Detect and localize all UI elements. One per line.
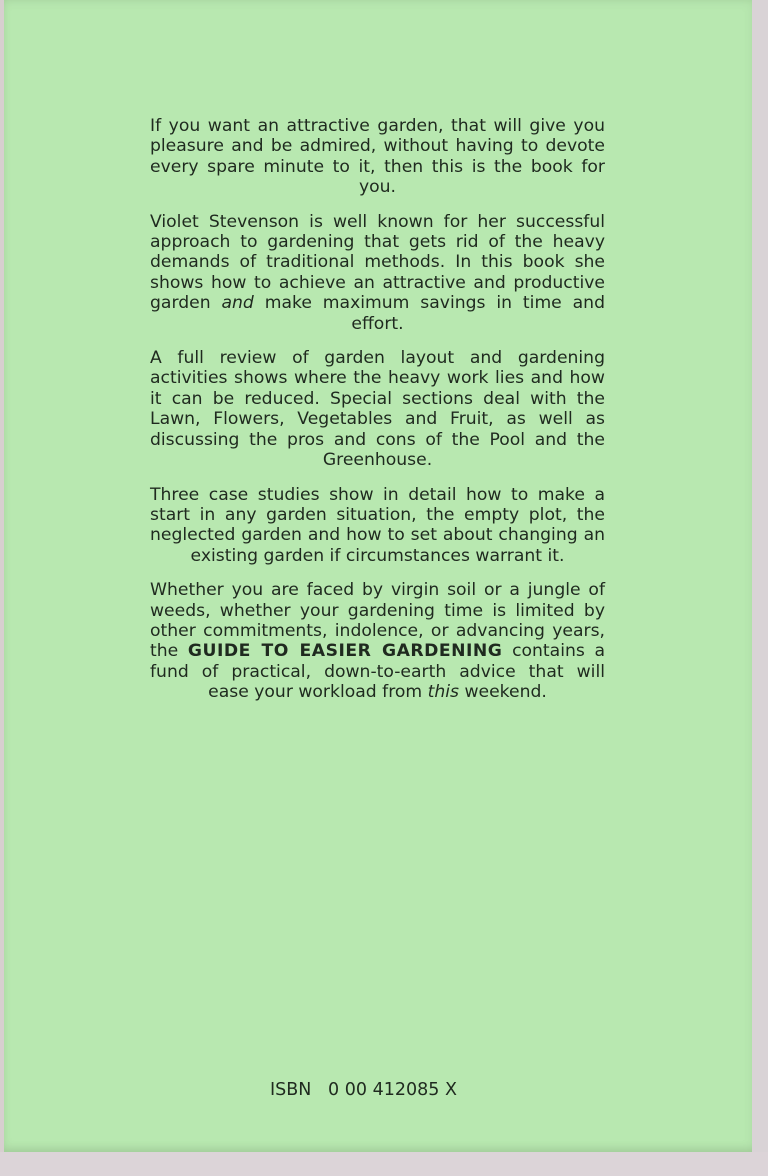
blurb-paragraph-3 [150, 348, 605, 470]
blurb-emphasis: and [221, 293, 254, 314]
blurb-paragraph-1 [150, 116, 605, 198]
blurb-paragraph-2 [150, 212, 605, 334]
book-title-bold: GUIDE TO EASIER GARDENING [187, 641, 503, 662]
blurb-paragraph-5 [150, 580, 605, 702]
blurb-text: weekend. [458, 682, 547, 703]
blurb-emphasis: this [427, 682, 459, 703]
page-bottom-edge [0, 1152, 768, 1176]
blurb-text: If you want an attractive garden, that will give you pleasure and be admired, without having to devote every spare minute to it, then this is the book for you. [150, 116, 605, 198]
page-right-edge [752, 0, 768, 1176]
blurb-text: Whether you are faced by virgin soil or a jungle of weeds, whether your gardening time is limited by other commitments, indolence, or advancing years, the [150, 580, 605, 662]
cover-blurb [150, 116, 605, 717]
blurb-text: contains a fund of practical, down-to-earth advice that will ease your workload from [150, 641, 606, 703]
blurb-paragraph-4 [150, 485, 605, 567]
blurb-text: make maximum savings in time and effort. [253, 293, 605, 334]
blurb-text: A full review of garden layout and gardening activities shows where the heavy work lies and how it can be reduced. Special sections deal with the Lawn, Flowers, Vegetables and Fruit, as well as discussing the pros and cons of the Pool and the Greenhouse. [150, 348, 605, 471]
blurb-text: Three case studies show in detail how to make a start in any garden situation, the empty plot, the neglected garden and how to set about changing an existing garden if circumstances warrant it. [150, 484, 605, 566]
isbn-number: ISBN 0 00 412085 X [270, 1080, 457, 1100]
blurb-text: Violet Stevenson is well known for her successful approach to gardening that gets rid of the heavy demands of traditional methods. In this book she shows how to achieve an attractive and productive garden [150, 211, 605, 314]
